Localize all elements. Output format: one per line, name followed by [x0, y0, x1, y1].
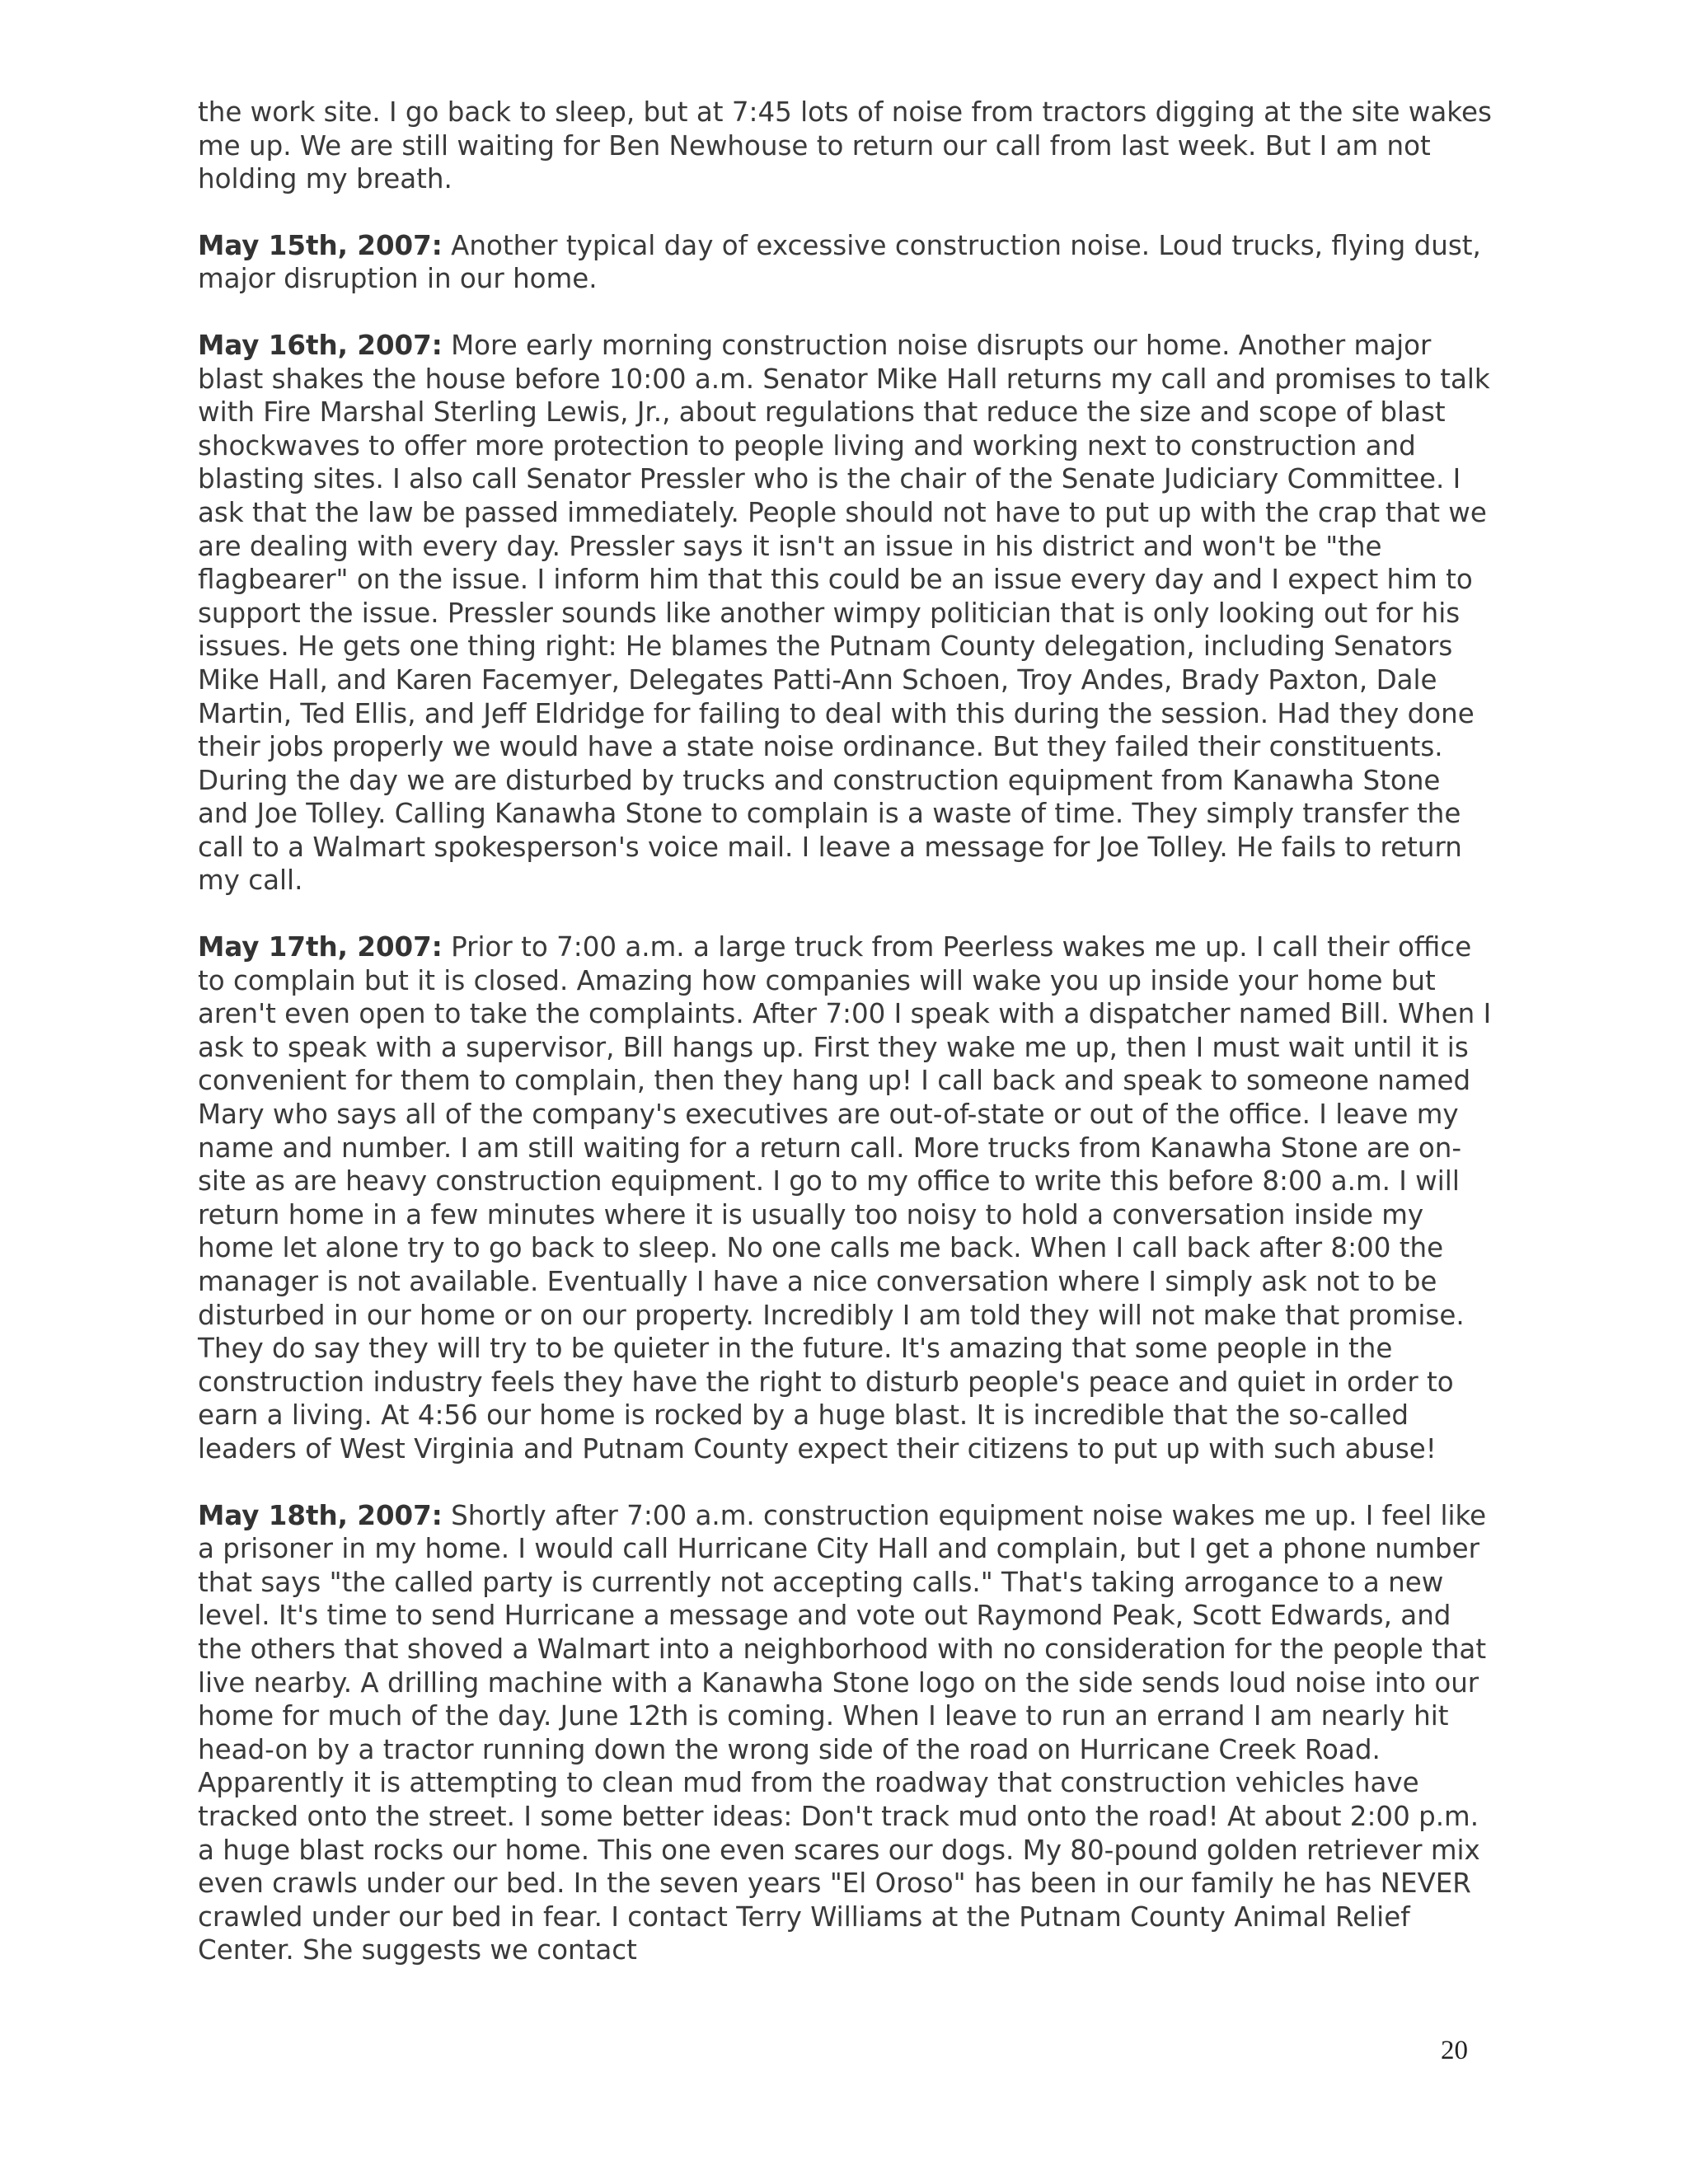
entry-date: May 15th, 2007:	[198, 229, 443, 261]
entry-date: May 18th, 2007:	[198, 1499, 443, 1531]
entry-text: the work site. I go back to sleep, but at 7:45 lots of noise from tractors digging at the site wakes me up. We are still waiting for Ben Newhouse to return our call from last week. But I am not holding my breath.	[198, 96, 1492, 195]
diary-entry-may-18	[198, 1499, 1496, 1967]
entry-date: May 17th, 2007:	[198, 931, 443, 963]
entry-text: Another typical day of excessive construction noise. Loud trucks, flying dust, major disruption in our home.	[198, 229, 1481, 295]
diary-entry-may-16	[198, 329, 1496, 898]
paragraph-continuation	[198, 96, 1496, 196]
page-number: 20	[1441, 2036, 1468, 2065]
document-body	[198, 96, 1496, 2000]
entry-text: Shortly after 7:00 a.m. construction equipment noise wakes me up. I feel like a prisoner in my home. I would call Hurricane City Hall and complain, but I get a phone number that says "the called party is currently not accepting calls." That's taking arrogance to a new level. It's time to send Hurricane a message and vote out Raymond Peak, Scott Edwards, and the others that shoved a Walmart into a neighborhood with no consideration for the people that live nearby. A drilling machine with a Kanawha Stone logo on the side sends loud noise into our home for much of the day. June 12th is coming. When I leave to run an errand I am nearly hit head-on by a tractor running down the wrong side of the road on Hurricane Creek Road. Apparently it is attempting to clean mud from the roadway that construction vehicles have tracked onto the street. I some better ideas: Don't track mud onto the road! At about 2:00 p.m. a huge blast rocks our home. This one even scares our dogs. My 80-pound golden retriever mix even crawls under our bed. In the seven years "El Oroso" has been in our family he has NEVER crawled under our bed in fear. I contact Terry Williams at the Putnam County Animal Relief Center. She suggests we contact	[198, 1499, 1487, 1966]
entry-date: May 16th, 2007:	[198, 329, 443, 361]
diary-entry-may-15	[198, 229, 1496, 296]
diary-entry-may-17	[198, 930, 1496, 1466]
entry-text: More early morning construction noise disrupts our home. Another major blast shakes the house before 10:00 a.m. Senator Mike Hall returns my call and promises to talk with Fire Marshal Sterling Lewis, Jr., about regulations that reduce the size and scope of blast shockwaves to offer more protection to people living and working next to construction and blasting sites. I also call Senator Pressler who is the chair of the Senate Judiciary Committee. I ask that the law be passed immediately. People should not have to put up with the crap that we are dealing with every day. Pressler says it isn't an issue in his district and won't be "the flagbearer" on the issue. I inform him that this could be an issue every day and I expect him to support the issue. Pressler sounds like another wimpy politician that is only looking out for his issues. He gets one thing right: He blames the Putnam County delegation, including Senators Mike Hall, and Karen Facemyer, Delegates Patti-Ann Schoen, Troy Andes, Brady Paxton, Dale Martin, Ted Ellis, and Jeff Eldridge for failing to deal with this during the session. Had they done their jobs properly we would have a state noise ordinance. But they failed their constituents. During the day we are disturbed by trucks and construction equipment from Kanawha Stone and Joe Tolley. Calling Kanawha Stone to complain is a waste of time. They simply transfer the call to a Walmart spokesperson's voice mail. I leave a message for Joe Tolley. He fails to return my call.	[198, 329, 1490, 897]
entry-text: Prior to 7:00 a.m. a large truck from Peerless wakes me up. I call their office to complain but it is closed. Amazing how companies will wake you up inside your home but aren't even open to take the complaints. After 7:00 I speak with a dispatcher named Bill. When I ask to speak with a supervisor, Bill hangs up. First they wake me up, then I must wait until it is convenient for them to complain, then they hang up! I call back and speak to someone named Mary who says all of the company's executives are out-of-state or out of the office. I leave my name and number. I am still waiting for a return call. More trucks from Kanawha Stone are on-site as are heavy construction equipment. I go to my office to write this before 8:00 a.m. I will return home in a few minutes where it is usually too noisy to hold a conversation inside my home let alone try to go back to sleep. No one calls me back. When I call back after 8:00 the manager is not available. Eventually I have a nice conversation where I simply ask not to be disturbed in our home or on our property. Incredibly I am told they will not make that promise. They do say they will try to be quieter in the future. It's amazing that some people in the construction industry feels they have the right to disturb people's peace and quiet in order to earn a living. At 4:56 our home is rocked by a huge blast. It is incredible that the so-called leaders of West Virginia and Putnam County expect their citizens to put up with such abuse!	[198, 931, 1492, 1465]
